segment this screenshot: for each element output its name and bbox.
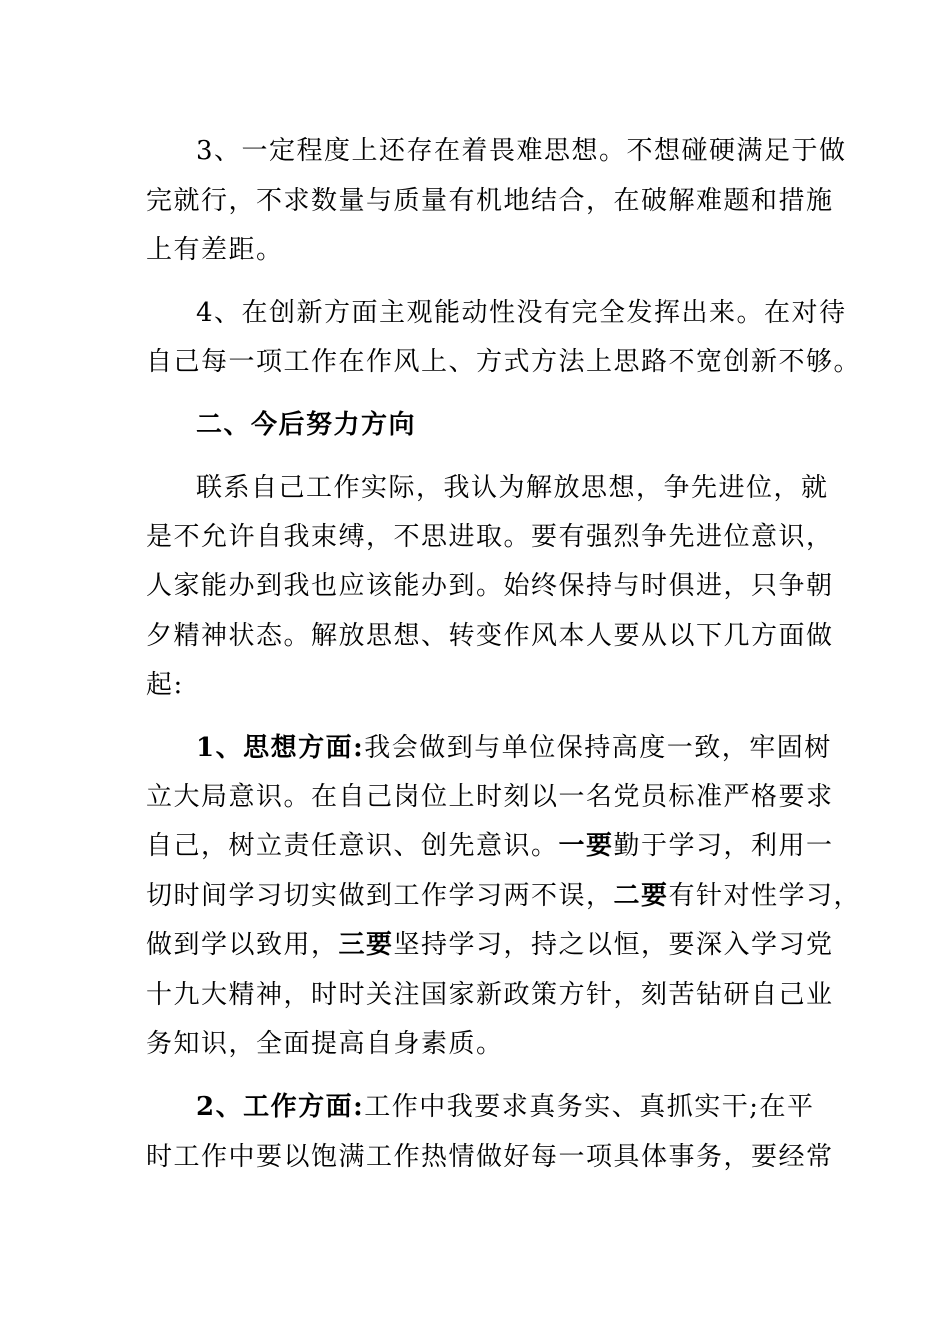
item2-text: 工作中我要求真务实、真抓实干;在平 (364, 1092, 815, 1122)
intro-line-2: 是不允许自我束缚，不思进取。要有强烈争先进位意识， (146, 522, 834, 552)
p4-line-2: 自己每一项工作在作风上、方式方法上思路不宽创新不够。 (146, 347, 862, 377)
item2-line-1 (196, 1087, 815, 1127)
item1-line-1 (196, 728, 832, 768)
section-heading: 二、今后努力方向 (196, 410, 417, 440)
p4-line-1: 4、在创新方面主观能动性没有完全发挥出来。在对待 (196, 298, 847, 328)
item1-line-5-a: 做到学以致用， (146, 930, 339, 960)
intro-line-5: 起: (146, 670, 184, 700)
intro-line-4: 夕精神状态。解放思想、转变作风本人要从以下几方面做 (146, 621, 834, 651)
item1-text: 我会做到与单位保持高度一致，牢固树 (364, 733, 832, 763)
emphasis-er-yao: 二要 (613, 881, 669, 911)
item1-line-2: 立大局意识。在自己岗位上时刻以一名党员标准严格要求 (146, 782, 834, 812)
item1-line-5 (146, 925, 834, 965)
item1-label: 1、思想方面: (196, 733, 365, 763)
item1-line-3-a: 自己，树立责任意识、创先意识。 (146, 831, 559, 861)
item1-line-6: 十九大精神，时时关注国家新政策方针，刻苦钻研自己业 (146, 980, 834, 1010)
intro-line-1: 联系自己工作实际，我认为解放思想，争先进位，就 (196, 473, 829, 503)
emphasis-yi-yao: 一要 (558, 831, 614, 861)
p3-line-2: 完就行，不求数量与质量有机地结合，在破解难题和措施 (146, 186, 834, 216)
item1-line-7: 务知识，全面提高自身素质。 (146, 1029, 504, 1059)
intro-line-3: 人家能办到我也应该能办到。始终保持与时俱进，只争朝 (146, 571, 834, 601)
item2-line-2: 时工作中要以饱满工作热情做好每一项具体事务，要经常 (146, 1142, 834, 1172)
item1-line-3 (146, 826, 834, 866)
p3-line-3: 上有差距。 (146, 235, 284, 265)
item1-line-4-c: 有针对性学习， (668, 881, 862, 911)
item1-line-4 (146, 876, 862, 916)
item1-line-3-c: 勤于学习，利用一 (613, 831, 834, 861)
item1-line-5-c: 坚持学习，持之以恒，要深入学习党 (393, 930, 834, 960)
emphasis-san-yao: 三要 (338, 930, 394, 960)
p3-line-1: 3、一定程度上还存在着畏难思想。不想碰硬满足于做 (196, 136, 847, 166)
item1-line-4-a: 切时间学习切实做到工作学习两不误， (146, 881, 614, 911)
item2-label: 2、工作方面: (196, 1092, 365, 1122)
